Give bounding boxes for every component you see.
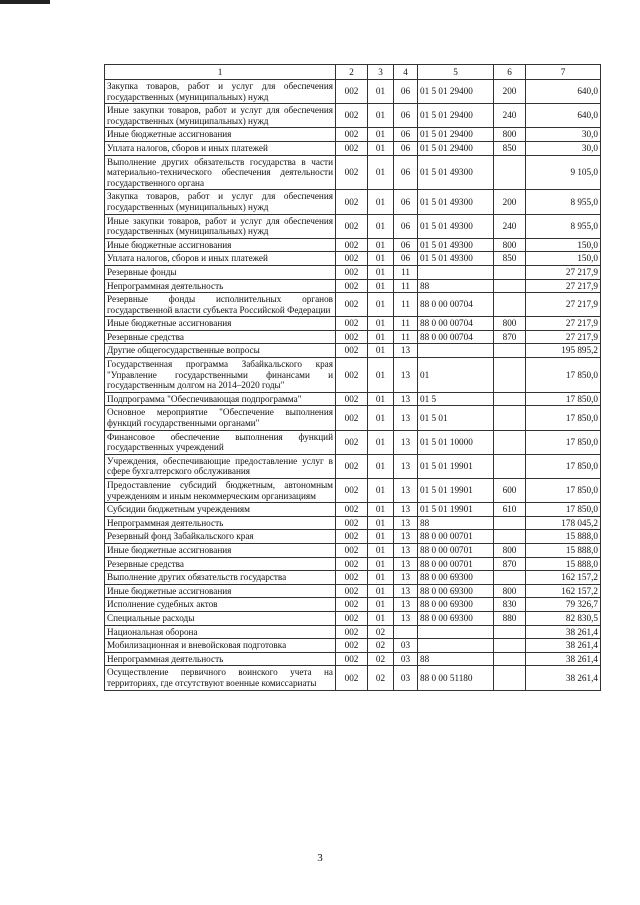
cell-expense-type: 800 [494,128,526,142]
cell-amount: 195 895,2 [526,344,601,358]
cell-ministry: 002 [336,238,368,252]
cell-target-article: 88 0 00 00704 [418,330,494,344]
cell-amount: 9 105,0 [526,155,601,190]
cell-target-article: 88 0 00 00704 [418,293,494,317]
cell-target-article: 01 5 01 49300 [418,155,494,190]
cell-target-article: 88 0 00 69300 [418,611,494,625]
cell-ministry: 002 [336,279,368,293]
row-name: Непрограммная деятельность [105,652,336,666]
table-row [105,406,601,430]
cell-section: 01 [368,279,394,293]
row-name: Резервные фонды исполнительных органов государственной власти субъекта Российской Федерации [105,293,336,317]
cell-subsection: 13 [394,557,418,571]
cell-ministry: 002 [336,598,368,612]
table-row [105,430,601,454]
cell-ministry: 002 [336,611,368,625]
table-row [105,155,601,190]
cell-target-article: 01 [418,358,494,393]
column-header: 5 [418,65,494,80]
table-row [105,214,601,238]
row-name: Уплата налогов, сборов и иных платежей [105,141,336,155]
cell-subsection: 13 [394,392,418,406]
row-name: Национальная оборона [105,625,336,639]
row-name: Субсидии бюджетным учреждениям [105,503,336,517]
cell-subsection: 13 [394,516,418,530]
cell-section: 02 [368,625,394,639]
table-row [105,358,601,393]
cell-subsection: 13 [394,571,418,585]
row-name: Непрограммная деятельность [105,279,336,293]
budget-table [104,64,601,691]
cell-amount: 15 888,0 [526,530,601,544]
cell-amount: 27 217,9 [526,265,601,279]
cell-section: 01 [368,293,394,317]
column-header: 4 [394,65,418,80]
top-rule [0,0,50,4]
cell-subsection: 11 [394,293,418,317]
cell-expense-type [494,639,526,653]
table-row [105,571,601,585]
cell-ministry: 002 [336,503,368,517]
cell-ministry: 002 [336,652,368,666]
cell-section: 02 [368,639,394,653]
cell-ministry: 002 [336,543,368,557]
cell-target-article: 01 5 01 29400 [418,128,494,142]
cell-section: 01 [368,479,394,503]
cell-subsection: 06 [394,104,418,128]
cell-section: 01 [368,141,394,155]
cell-target-article [418,639,494,653]
column-header: 2 [336,65,368,80]
cell-section: 02 [368,652,394,666]
cell-subsection: 06 [394,80,418,104]
table-row [105,128,601,142]
cell-subsection: 13 [394,530,418,544]
column-header: 3 [368,65,394,80]
cell-expense-type: 870 [494,557,526,571]
cell-amount: 30,0 [526,128,601,142]
table-row [105,516,601,530]
table-row [105,238,601,252]
cell-target-article [418,344,494,358]
cell-target-article: 88 0 00 69300 [418,584,494,598]
row-name: Мобилизационная и вневойсковая подготовка [105,639,336,653]
cell-expense-type: 850 [494,252,526,266]
cell-ministry: 002 [336,80,368,104]
row-name: Резервные фонды [105,265,336,279]
row-name: Подпрограмма "Обеспечивающая подпрограмма" [105,392,336,406]
cell-target-article: 01 5 01 29400 [418,80,494,104]
cell-amount: 27 217,9 [526,330,601,344]
cell-amount: 17 850,0 [526,479,601,503]
cell-amount: 79 326,7 [526,598,601,612]
table-header-row [105,65,601,80]
cell-subsection: 06 [394,214,418,238]
row-name: Основное мероприятие "Обеспечение выполнения функций государственными органами" [105,406,336,430]
column-header: 6 [494,65,526,80]
row-name: Иные бюджетные ассигнования [105,543,336,557]
cell-section: 01 [368,571,394,585]
cell-expense-type: 610 [494,503,526,517]
cell-amount: 82 830,5 [526,611,601,625]
cell-amount: 17 850,0 [526,392,601,406]
cell-expense-type [494,155,526,190]
table-row [105,530,601,544]
cell-ministry: 002 [336,406,368,430]
cell-expense-type [494,293,526,317]
cell-section: 01 [368,530,394,544]
cell-section: 01 [368,344,394,358]
table-row [105,652,601,666]
cell-expense-type [494,406,526,430]
cell-target-article [418,625,494,639]
table-row [105,543,601,557]
cell-subsection: 03 [394,666,418,690]
cell-ministry: 002 [336,584,368,598]
cell-amount: 162 157,2 [526,571,601,585]
cell-ministry: 002 [336,666,368,690]
table-row [105,104,601,128]
cell-target-article: 01 5 01 49300 [418,252,494,266]
table-row [105,611,601,625]
cell-expense-type: 850 [494,141,526,155]
cell-ministry: 002 [336,128,368,142]
cell-target-article: 01 5 01 10000 [418,430,494,454]
cell-ministry: 002 [336,516,368,530]
cell-target-article: 01 5 01 49300 [418,238,494,252]
table-row [105,252,601,266]
cell-expense-type: 240 [494,214,526,238]
table-row [105,293,601,317]
cell-section: 01 [368,214,394,238]
cell-expense-type [494,516,526,530]
table-row [105,598,601,612]
cell-subsection: 06 [394,155,418,190]
row-name: Иные закупки товаров, работ и услуг для обеспечения государственных (муниципальных) нужд [105,104,336,128]
cell-amount: 640,0 [526,80,601,104]
cell-amount: 38 261,4 [526,625,601,639]
cell-amount: 178 045,2 [526,516,601,530]
row-name: Непрограммная деятельность [105,516,336,530]
cell-section: 01 [368,611,394,625]
row-name: Уплата налогов, сборов и иных платежей [105,252,336,266]
cell-ministry: 002 [336,252,368,266]
cell-expense-type: 240 [494,104,526,128]
cell-section: 01 [368,503,394,517]
cell-ministry: 002 [336,190,368,214]
page-number: 3 [317,852,323,864]
cell-section: 01 [368,238,394,252]
table-row [105,625,601,639]
cell-ministry: 002 [336,358,368,393]
cell-subsection: 06 [394,190,418,214]
cell-ministry: 002 [336,557,368,571]
cell-section: 01 [368,392,394,406]
cell-amount: 150,0 [526,238,601,252]
row-name: Резервные средства [105,330,336,344]
table-row [105,503,601,517]
cell-expense-type: 800 [494,317,526,331]
cell-ministry: 002 [336,141,368,155]
cell-amount: 162 157,2 [526,584,601,598]
cell-amount: 150,0 [526,252,601,266]
cell-target-article: 01 5 01 19901 [418,503,494,517]
table-row [105,344,601,358]
cell-amount: 17 850,0 [526,454,601,478]
cell-section: 01 [368,190,394,214]
cell-ministry: 002 [336,392,368,406]
cell-ministry: 002 [336,293,368,317]
cell-section: 01 [368,543,394,557]
cell-section: 01 [368,584,394,598]
cell-ministry: 002 [336,330,368,344]
table-row [105,584,601,598]
cell-expense-type: 800 [494,543,526,557]
cell-section: 01 [368,430,394,454]
cell-amount: 27 217,9 [526,317,601,331]
cell-expense-type [494,358,526,393]
cell-subsection: 13 [394,503,418,517]
cell-amount: 38 261,4 [526,666,601,690]
cell-subsection: 11 [394,265,418,279]
cell-subsection: 06 [394,252,418,266]
cell-section: 01 [368,317,394,331]
cell-target-article: 01 5 01 19901 [418,454,494,478]
cell-section: 01 [368,104,394,128]
cell-section: 01 [368,155,394,190]
cell-subsection: 06 [394,141,418,155]
cell-subsection: 06 [394,128,418,142]
row-name: Закупка товаров, работ и услуг для обеспечения государственных (муниципальных) нужд [105,80,336,104]
cell-subsection: 11 [394,330,418,344]
cell-expense-type [494,625,526,639]
table-row [105,639,601,653]
cell-target-article: 01 5 01 49300 [418,190,494,214]
cell-amount: 17 850,0 [526,503,601,517]
cell-amount: 17 850,0 [526,358,601,393]
cell-target-article: 88 0 00 69300 [418,571,494,585]
cell-amount: 30,0 [526,141,601,155]
row-name: Исполнение судебных актов [105,598,336,612]
table-row [105,279,601,293]
cell-target-article: 88 [418,279,494,293]
table-row [105,190,601,214]
cell-target-article: 88 0 00 00701 [418,543,494,557]
cell-section: 01 [368,265,394,279]
row-name: Резервный фонд Забайкальского края [105,530,336,544]
cell-target-article: 88 0 00 51180 [418,666,494,690]
cell-expense-type: 830 [494,598,526,612]
cell-section: 02 [368,666,394,690]
cell-expense-type [494,571,526,585]
cell-section: 01 [368,80,394,104]
cell-subsection: 11 [394,279,418,293]
cell-amount: 17 850,0 [526,406,601,430]
cell-ministry: 002 [336,571,368,585]
cell-expense-type: 800 [494,584,526,598]
cell-target-article: 01 5 01 [418,406,494,430]
table-row [105,454,601,478]
cell-ministry: 002 [336,639,368,653]
row-name: Резервные средства [105,557,336,571]
row-name: Иные закупки товаров, работ и услуг для обеспечения государственных (муниципальных) нужд [105,214,336,238]
cell-ministry: 002 [336,155,368,190]
cell-subsection: 13 [394,584,418,598]
table-row [105,666,601,690]
cell-amount: 15 888,0 [526,557,601,571]
cell-ministry: 002 [336,454,368,478]
cell-expense-type: 800 [494,238,526,252]
cell-target-article: 01 5 01 29400 [418,141,494,155]
column-header: 7 [526,65,601,80]
cell-target-article: 88 0 00 00701 [418,557,494,571]
cell-target-article: 88 [418,652,494,666]
cell-expense-type [494,392,526,406]
cell-ministry: 002 [336,479,368,503]
cell-expense-type [494,666,526,690]
cell-amount: 8 955,0 [526,214,601,238]
cell-target-article: 88 [418,516,494,530]
cell-expense-type [494,279,526,293]
cell-subsection: 13 [394,543,418,557]
cell-target-article: 01 5 [418,392,494,406]
table-row [105,317,601,331]
cell-expense-type: 200 [494,190,526,214]
cell-amount: 17 850,0 [526,430,601,454]
cell-subsection [394,625,418,639]
cell-section: 01 [368,406,394,430]
table-row [105,330,601,344]
cell-expense-type: 880 [494,611,526,625]
cell-target-article: 01 5 01 29400 [418,104,494,128]
table-row [105,141,601,155]
cell-subsection: 03 [394,639,418,653]
row-name: Учреждения, обеспечивающие предоставление услуг в сфере бухгалтерского обслуживания [105,454,336,478]
cell-subsection: 03 [394,652,418,666]
cell-amount: 27 217,9 [526,293,601,317]
table-row [105,392,601,406]
cell-expense-type [494,265,526,279]
cell-subsection: 11 [394,317,418,331]
cell-expense-type: 870 [494,330,526,344]
cell-ministry: 002 [336,317,368,331]
cell-ministry: 002 [336,214,368,238]
row-name: Финансовое обеспечение выполнения функций государственных учреждений [105,430,336,454]
cell-section: 01 [368,516,394,530]
cell-expense-type [494,430,526,454]
row-name: Выполнение других обязательств государства в части материально-технического обеспечения деятельности государственного органа [105,155,336,190]
cell-target-article: 01 5 01 49300 [418,214,494,238]
table-row [105,557,601,571]
row-name: Государственная программа Забайкальского края "Управление государственными финансами и государственным долгом на 2014–2020 годы" [105,358,336,393]
cell-subsection: 13 [394,479,418,503]
cell-subsection: 06 [394,238,418,252]
cell-expense-type [494,454,526,478]
row-name: Специальные расходы [105,611,336,625]
cell-subsection: 13 [394,406,418,430]
row-name: Иные бюджетные ассигнования [105,317,336,331]
cell-ministry: 002 [336,344,368,358]
cell-ministry: 002 [336,265,368,279]
cell-target-article: 88 0 00 00704 [418,317,494,331]
row-name: Иные бюджетные ассигнования [105,238,336,252]
table-body [105,80,601,691]
table-row [105,80,601,104]
cell-subsection: 13 [394,358,418,393]
cell-subsection: 13 [394,611,418,625]
cell-amount: 27 217,9 [526,279,601,293]
cell-target-article: 01 5 01 19901 [418,479,494,503]
cell-amount: 15 888,0 [526,543,601,557]
row-name: Другие общегосударственные вопросы [105,344,336,358]
cell-target-article: 88 0 00 00701 [418,530,494,544]
cell-section: 01 [368,454,394,478]
cell-section: 01 [368,358,394,393]
cell-section: 01 [368,598,394,612]
cell-expense-type: 600 [494,479,526,503]
row-name: Иные бюджетные ассигнования [105,128,336,142]
row-name: Предоставление субсидий бюджетным, автономным учреждениям и иным некоммерческим организациям [105,479,336,503]
column-header: 1 [105,65,336,80]
cell-subsection: 13 [394,598,418,612]
table-row [105,479,601,503]
row-name: Выполнение других обязательств государства [105,571,336,585]
cell-target-article [418,265,494,279]
cell-expense-type [494,652,526,666]
cell-section: 01 [368,252,394,266]
cell-subsection: 13 [394,454,418,478]
cell-subsection: 13 [394,430,418,454]
cell-target-article: 88 0 00 69300 [418,598,494,612]
cell-expense-type [494,530,526,544]
row-name: Иные бюджетные ассигнования [105,584,336,598]
cell-subsection: 13 [394,344,418,358]
cell-ministry: 002 [336,104,368,128]
row-name: Закупка товаров, работ и услуг для обеспечения государственных (муниципальных) нужд [105,190,336,214]
table-row [105,265,601,279]
cell-amount: 640,0 [526,104,601,128]
cell-section: 01 [368,128,394,142]
cell-ministry: 002 [336,625,368,639]
cell-ministry: 002 [336,530,368,544]
cell-expense-type [494,344,526,358]
cell-amount: 38 261,4 [526,652,601,666]
cell-amount: 8 955,0 [526,190,601,214]
cell-section: 01 [368,330,394,344]
cell-section: 01 [368,557,394,571]
cell-ministry: 002 [336,430,368,454]
row-name: Осуществление первичного воинского учета на территориях, где отсутствуют военные комиссариаты [105,666,336,690]
cell-amount: 38 261,4 [526,639,601,653]
cell-expense-type: 200 [494,80,526,104]
